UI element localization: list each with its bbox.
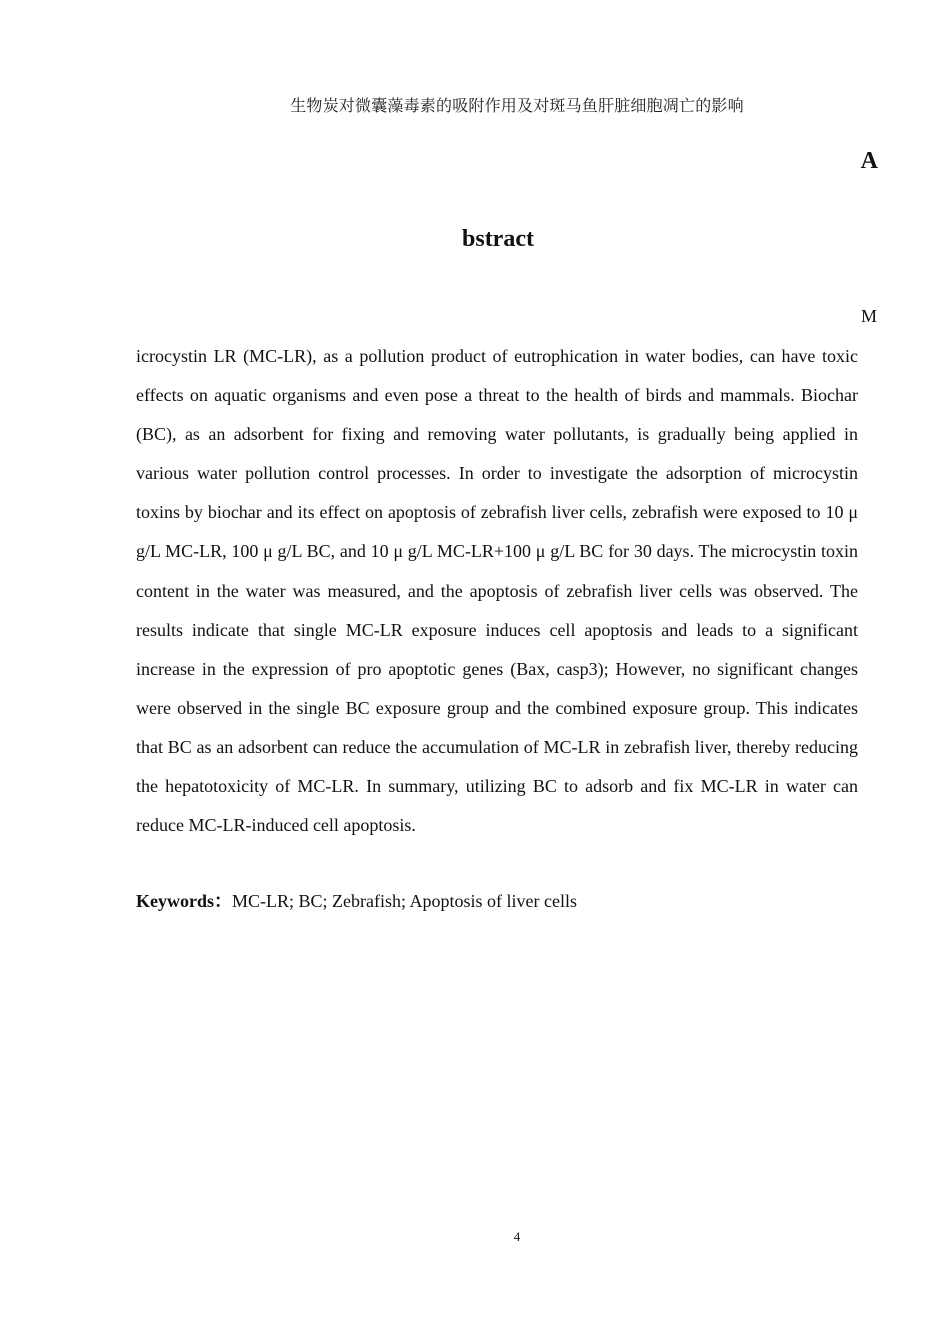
abstract-body-first-letter: M bbox=[860, 306, 877, 326]
abstract-body: icrocystin LR (MC-LR), as a pollution product of eutrophication in water bodies, can have toxic effects on aquatic organisms and even pose a threat to the health of birds and mammals. Biochar (BC), as an adsorbent for fixing and removing water pollutants, is gradually being applied in various water pollution control processes. In order to investigate the adsorption of microcystin toxins by biochar and its effect on apoptosis of zebrafish liver cells, zebrafish were exposed to 10 μ g/L MC-LR, 100 μ g/L BC, and 10 μ g/L MC-LR+100 μ g/L BC for 30 days. The microcystin toxin content in the water was measured, and the apoptosis of zebrafish liver cells was observed. The results indicate that single MC-LR exposure induces cell apoptosis and leads to a significant increase in the expression of pro apoptotic genes (Bax, casp3); However, no significant changes were observed in the single BC exposure group and the combined exposure group. This indicates that BC as an adsorbent can reduce the accumulation of MC-LR in zebrafish liver, thereby reducing the hepatotoxicity of MC-LR. In summary, utilizing BC to adsorb and fix MC-LR in water can reduce MC-LR-induced cell apoptosis. bbox=[136, 346, 858, 836]
abstract-heading-first-letter: A bbox=[860, 148, 878, 174]
keywords-label: Keywords： bbox=[136, 891, 232, 911]
abstract-heading: bstract bbox=[462, 226, 534, 252]
keywords-value: MC-LR; BC; Zebrafish; Apoptosis of liver cells bbox=[232, 891, 577, 911]
page-number: 4 bbox=[513, 1229, 521, 1244]
running-header-title: 生物炭对微囊藻毒素的吸附作用及对斑马鱼肝脏细胞凋亡的影响 bbox=[290, 96, 744, 115]
keywords-line bbox=[136, 886, 858, 916]
